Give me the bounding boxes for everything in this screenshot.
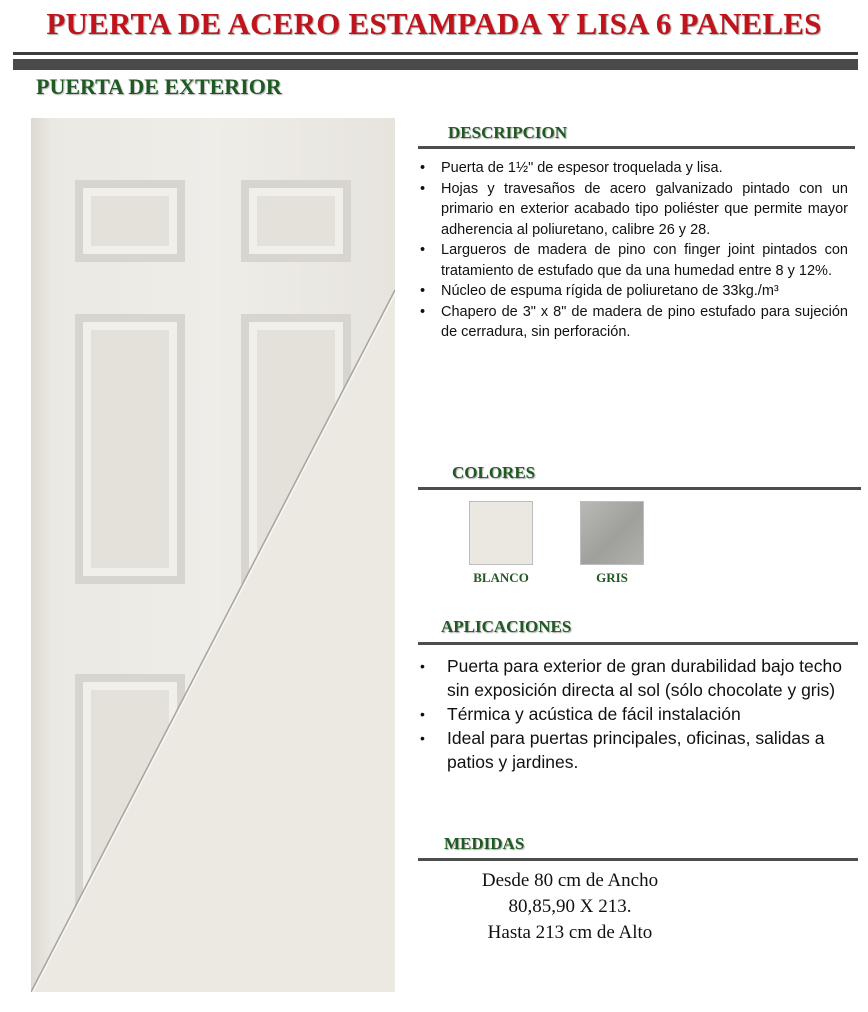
description-divider	[418, 146, 855, 149]
door-image	[31, 118, 395, 992]
page-title: PUERTA DE ACERO ESTAMPADA Y LISA 6 PANELES	[46, 6, 822, 41]
description-list	[418, 158, 848, 343]
list-item: • Térmica y acústica de fácil instalación	[418, 702, 848, 726]
applications-title: APLICACIONES	[441, 617, 572, 636]
title-divider-thick	[13, 59, 858, 70]
color-label-gray: GRIS	[596, 570, 628, 585]
list-item: • Puerta para exterior de gran durabilidad bajo techo sin exposición directa al sol (sólo chocolate y gris)	[418, 654, 848, 702]
color-swatch-white	[469, 501, 533, 565]
list-item: • Chapero de 3" x 8" de madera de pino estufado para sujeción de cerradura, sin perforación.	[418, 302, 848, 343]
measure-line: Hasta 213 cm de Alto	[487, 922, 653, 943]
applications-divider	[418, 642, 858, 645]
colors-divider	[418, 487, 861, 490]
measure-line: Desde 80 cm de Ancho	[481, 870, 659, 891]
title-divider-thin	[13, 52, 858, 55]
page-subtitle: PUERTA DE EXTERIOR	[36, 74, 282, 99]
description-title: DESCRIPCION	[448, 123, 568, 142]
measure-line: 80,85,90 X 213.	[508, 896, 632, 917]
list-item: • Ideal para puertas principales, oficinas, salidas a patios y jardines.	[418, 726, 848, 774]
list-item: • Puerta de 1½" de espesor troquelada y lisa.	[418, 158, 848, 179]
list-item: • Núcleo de espuma rígida de poliuretano de 33kg./m³	[418, 281, 848, 302]
list-item: • Largueros de madera de pino con finger joint pintados con tratamiento de estufado que da una humedad entre 8 y 12%.	[418, 240, 848, 281]
color-swatch-gray	[580, 501, 644, 565]
applications-list	[418, 654, 848, 774]
list-item: • Hojas y travesaños de acero galvanizado pintado con un primario en exterior acabado tipo poliéster que permite mayor adherencia al poliuretano, calibre 26 y 28.	[418, 179, 848, 241]
colors-title: COLORES	[452, 463, 536, 482]
measures-text	[430, 868, 710, 946]
color-label-white: BLANCO	[473, 570, 529, 585]
measures-divider	[418, 858, 858, 861]
measures-title: MEDIDAS	[444, 834, 525, 853]
